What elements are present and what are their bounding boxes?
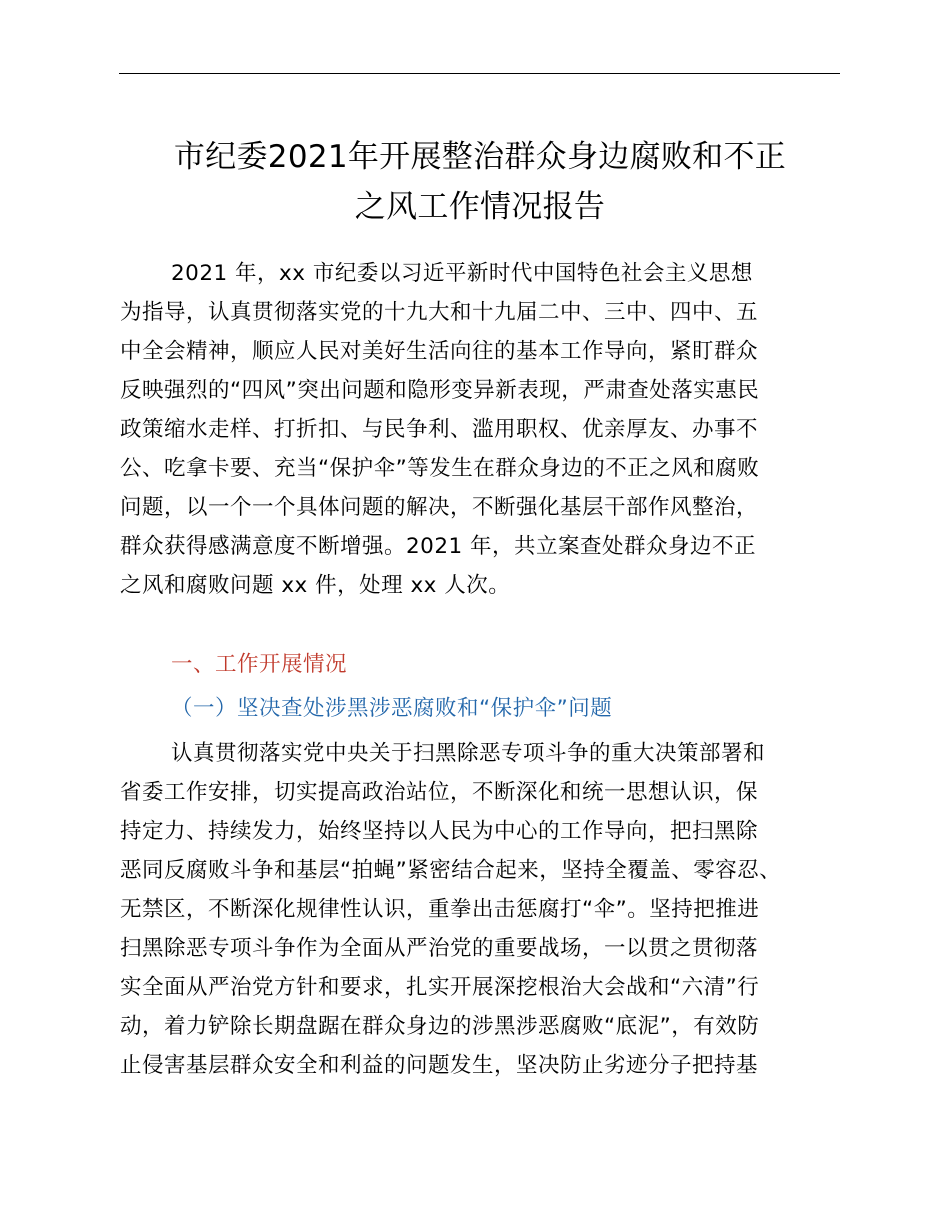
- paragraph-line: 之风和腐败问题 xx 件，处理 xx 人次。: [120, 573, 511, 598]
- header-rule: [119, 73, 840, 74]
- paragraph-line: 扫黑除恶专项斗争作为全面从严治党的重要战场，一以贯之贯彻落: [120, 936, 759, 961]
- paragraph-line: 为指导，认真贯彻落实党的十九大和十九届二中、三中、四中、五: [120, 300, 759, 325]
- section-heading: 一、工作开展情况: [171, 652, 348, 677]
- paragraph-line: 公、吃拿卡要、充当“保护伞”等发生在群众身边的不正之风和腐败: [120, 456, 760, 481]
- document-title: [110, 132, 850, 232]
- paragraph-line: 中全会精神，顺应人民对美好生活向往的基本工作导向，紧盯群众: [120, 339, 759, 364]
- paragraph-line: 实全面从严治党方针和要求，扎实开展深挖根治大会战和“六清”行: [120, 975, 760, 1000]
- paragraph-line: 问题，以一个一个具体问题的解决，不断强化基层干部作风整治，: [120, 495, 759, 520]
- paragraph-line: 无禁区，不断深化规律性认识，重拳出击惩腐打“伞”。坚持把推进: [120, 897, 760, 922]
- paragraph-line: 省委工作安排，切实提高政治站位，不断深化和统一思想认识，保: [120, 780, 759, 805]
- paragraph-line: 2021 年，xx 市纪委以习近平新时代中国特色社会主义思想: [171, 261, 753, 286]
- title-line-1: 市纪委2021年开展整治群众身边腐败和不正: [173, 139, 787, 175]
- paragraph-line: 持定力、持续发力，始终坚持以人民为中心的工作导向，把扫黑除: [120, 819, 759, 844]
- paragraph-line: 政策缩水走样、打折扣、与民争利、滥用职权、优亲厚友、办事不: [120, 417, 759, 442]
- paragraph-line: 恶同反腐败斗争和基层“拍蝇”紧密结合起来，坚持全覆盖、零容忍、: [120, 858, 782, 883]
- paragraph-line: 群众获得感满意度不断增强。2021 年，共立案查处群众身边不正: [120, 534, 757, 559]
- section1-paragraph: [120, 734, 842, 1085]
- paragraph-line: 动，着力铲除长期盘踞在群众身边的涉黑涉恶腐败“底泥”，有效防: [120, 1014, 760, 1039]
- intro-paragraph: [120, 254, 842, 605]
- paragraph-line: 认真贯彻落实党中央关于扫黑除恶专项斗争的重大决策部署和: [171, 741, 766, 766]
- paragraph-line: 止侵害基层群众安全和利益的问题发生，坚决防止劣迹分子把持基: [120, 1053, 759, 1078]
- subsection-heading: （一）坚决查处涉黑涉恶腐败和“保护伞”问题: [171, 696, 613, 721]
- title-line-2: 之风工作情况报告: [354, 189, 606, 225]
- paragraph-line: 反映强烈的“四风”突出问题和隐形变异新表现，严肃查处落实惠民: [120, 378, 760, 403]
